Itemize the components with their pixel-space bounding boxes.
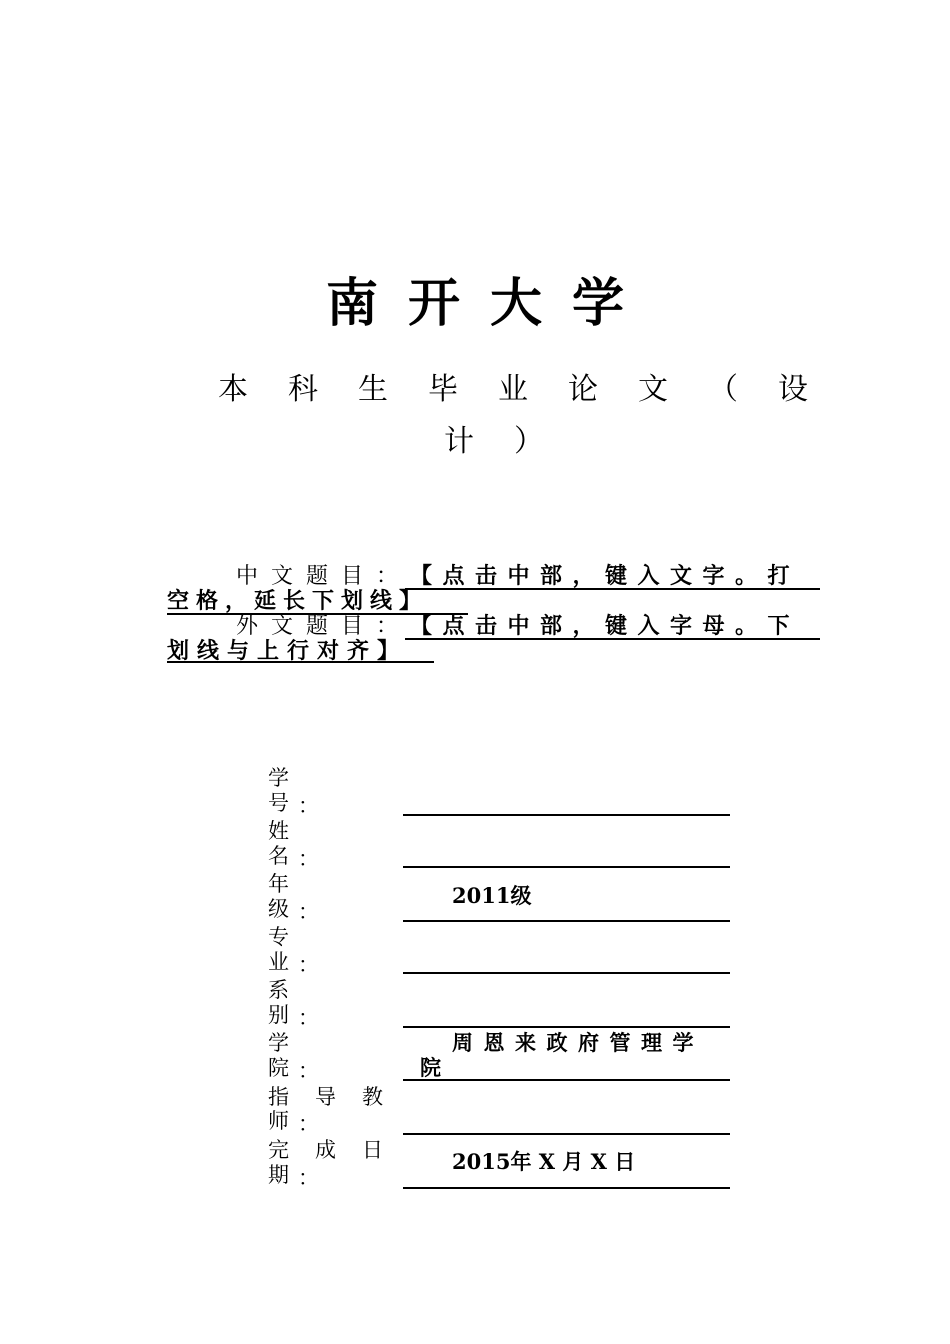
college-underline: [403, 1079, 730, 1081]
chinese-title-underline-1: [405, 588, 820, 590]
name-label-top: 姓: [268, 819, 289, 843]
completion-date-underline: [403, 1187, 730, 1189]
completion-date-colon: ：: [298, 1166, 319, 1190]
foreign-title-underline-2: [167, 661, 434, 663]
college-colon: ：: [298, 1059, 319, 1083]
major-label-bottom: 业: [268, 950, 289, 974]
college-label-bottom: 院: [268, 1056, 289, 1080]
department-label-top: 系: [268, 978, 289, 1002]
grade-underline: [403, 920, 730, 922]
department-underline: [403, 1026, 730, 1028]
student-id-colon: ：: [298, 794, 319, 818]
foreign-title-underline-1: [405, 638, 820, 640]
student-id-label-bottom: 号: [268, 791, 289, 815]
department-label-bottom: 别: [268, 1003, 289, 1027]
grade-label-bottom: 级: [268, 897, 289, 921]
foreign-title-label: 外文题目：: [236, 614, 412, 639]
major-underline: [403, 972, 730, 974]
advisor-label-top: 指导教: [268, 1085, 409, 1109]
chinese-title-field-line1[interactable]: 【点击中部，键入文字。打: [410, 564, 801, 589]
completion-date-label-bottom: 期: [268, 1163, 289, 1187]
department-colon: ：: [298, 1006, 319, 1030]
chinese-title-label: 中文题目：: [236, 564, 412, 589]
chinese-title-field-line2[interactable]: 空格，延长下划线】: [167, 589, 429, 614]
document-title-line2: 计）: [444, 424, 584, 459]
advisor-underline: [403, 1133, 730, 1135]
college-field-line1[interactable]: 周恩来政府管理学: [452, 1030, 704, 1055]
completion-date-field[interactable]: 2015年 X 月 X 日: [452, 1149, 636, 1174]
document-title-line1: 本科生毕业论文（设: [218, 372, 848, 407]
major-colon: ：: [298, 953, 319, 977]
student-id-underline: [403, 814, 730, 816]
grade-label-top: 年: [268, 872, 289, 896]
grade-colon: ：: [298, 900, 319, 924]
name-underline: [403, 866, 730, 868]
name-label-bottom: 名: [268, 844, 289, 868]
advisor-colon: ：: [298, 1112, 319, 1136]
name-colon: ：: [298, 847, 319, 871]
grade-field[interactable]: 2011级: [452, 883, 532, 908]
university-name: 南开大学: [325, 274, 654, 334]
foreign-title-field-line2[interactable]: 划线与上行对齐】: [167, 639, 408, 664]
college-field-line2[interactable]: 院: [420, 1055, 441, 1080]
completion-date-label-top: 完成日: [268, 1138, 409, 1162]
student-id-label-top: 学: [268, 766, 289, 790]
advisor-label-bottom: 师: [268, 1109, 289, 1133]
foreign-title-field-line1[interactable]: 【点击中部，键入字母。下: [410, 614, 801, 639]
major-label-top: 专: [268, 925, 289, 949]
college-label-top: 学: [268, 1031, 289, 1055]
